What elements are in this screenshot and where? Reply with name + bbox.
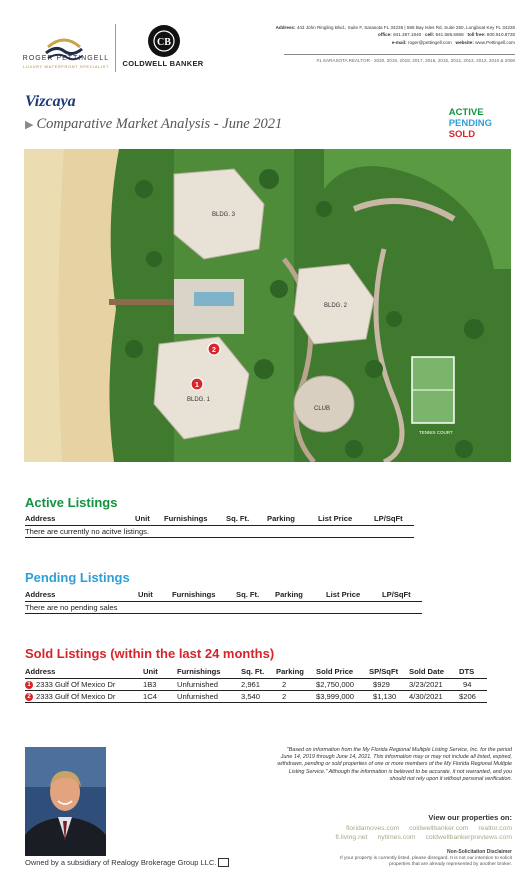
property-links <box>292 824 512 842</box>
map-label-tennis: TENNIS COURT <box>419 430 453 435</box>
cell-sp-sqft: $929 <box>369 679 409 691</box>
pending-table <box>25 590 422 614</box>
col-furnishings: Furnishings <box>172 590 236 602</box>
pool <box>194 292 234 306</box>
address-label: Address: <box>275 25 296 30</box>
col-furnishings: Furnishings <box>177 667 241 679</box>
coldwell-banker-name: COLDWELL BANKER <box>122 59 204 68</box>
active-table <box>25 514 414 538</box>
tollfree-label: toll free: <box>467 32 486 38</box>
sold-table <box>25 667 487 703</box>
cell-sqft: 2,961 <box>241 679 276 691</box>
table-header-row <box>25 590 422 602</box>
nonsolicitation-heading: Non-Solicitation Disclaimer <box>446 849 512 855</box>
col-sold-date: Sold Date <box>409 667 459 679</box>
table-row <box>25 691 487 703</box>
triangle-icon: ▶ <box>25 119 34 131</box>
cell-dts: $206 <box>459 691 487 703</box>
col-sp-sqft: SP/SqFt <box>369 667 409 679</box>
contact-divider <box>284 54 515 55</box>
col-sqft: Sq. Ft. <box>241 667 276 679</box>
link-nytimes[interactable]: nytimes.com <box>377 834 416 841</box>
property-title: Vizcaya <box>25 93 76 110</box>
table-row <box>25 602 422 614</box>
col-unit: Unit <box>138 590 172 602</box>
col-unit: Unit <box>143 667 177 679</box>
col-list-price: List Price <box>318 514 374 526</box>
equal-housing-icon <box>218 858 229 867</box>
mls-disclaimer: "Based on information from the My Florida Regional Multiple Listing Service, Inc. for the period June 14, 2019 through June 14, 2021. This information may or may not include all listed, expired, withdrawn, pending or sold properties of one or more members of the My Florida Regional Multiple Listing Service." Although the information is believed to be accurate, it not warranted, and you should not rely upon it without personal verification. <box>277 747 512 782</box>
cell-unit: 1B3 <box>143 679 177 691</box>
website-link[interactable]: www.Pettingell.com <box>475 39 515 45</box>
view-properties-heading: View our properties on: <box>428 813 512 822</box>
nonsolicitation-text: If your property is currently listed, please disregard. It is not our intention to solicit properties that are already represented by another broker. <box>340 856 512 867</box>
site-plan-map <box>24 149 511 462</box>
cell-sold-price: $2,750,000 <box>316 679 369 691</box>
map-label-bldg3: BLDG. 3 <box>212 212 236 218</box>
map-label-club: CLUB <box>314 406 331 412</box>
table-row <box>25 679 487 691</box>
cell-sqft: 3,540 <box>241 691 276 703</box>
contact-block <box>215 24 515 46</box>
awards-line: #1 SARASOTA REALTOR - 2020, 2019, 2018, 2017, 2016, 2015, 2014, 2013, 2012, 2010 & 2008 <box>316 58 515 63</box>
header-divider <box>115 24 116 72</box>
cell-sold-price: $3,999,000 <box>316 691 369 703</box>
office-phone: 941.387.1840 <box>393 32 422 38</box>
link-floridamoves[interactable]: floridamoves.com <box>346 825 400 832</box>
cell-sp-sqft: $1,130 <box>369 691 409 703</box>
col-dts: DTS <box>459 667 487 679</box>
cell-address-text: 2333 Gulf Of Mexico Dr <box>36 680 116 689</box>
sold-marker-icon: 2 <box>25 693 33 701</box>
col-sold-price: Sold Price <box>316 667 369 679</box>
pending-empty-message: There are no pending sales <box>25 602 422 614</box>
svg-text:CB: CB <box>157 37 171 48</box>
cell-label: cell: <box>425 32 435 38</box>
pool-deck <box>174 279 244 334</box>
website-label: website: <box>455 39 474 45</box>
coldwell-banker-seal-icon <box>147 24 181 58</box>
cell-phone: 941.586.6668 <box>435 32 464 38</box>
cell-furnishings: Unfurnished <box>177 691 241 703</box>
pending-heading: Pending Listings <box>25 570 130 585</box>
sold-heading: Sold Listings (within the last 24 months) <box>25 646 275 661</box>
col-sqft: Sq. Ft. <box>226 514 267 526</box>
cell-furnishings: Unfurnished <box>177 679 241 691</box>
table-row <box>25 526 414 538</box>
cell-address <box>25 691 143 703</box>
col-furnishings: Furnishings <box>164 514 226 526</box>
legend-active: ACTIVE <box>448 107 484 118</box>
brand-name: ROGER PETTINGELL <box>22 55 110 62</box>
link-fl-living[interactable]: fl.living.net <box>335 834 368 841</box>
map-marker-1-label: 1 <box>195 382 199 389</box>
ownership-note <box>25 858 229 868</box>
link-coldwellbanker[interactable]: coldwellbanker.com <box>409 825 469 832</box>
col-address: Address <box>25 514 135 526</box>
cell-unit: 1C4 <box>143 691 177 703</box>
office-address: 443 John Ringling Blvd., Suite F, Sarasota FL 34236 | 595 Bay Isles Rd, Suite 250, Longboat Key FL 34228 <box>296 25 515 30</box>
col-unit: Unit <box>135 514 164 526</box>
cell-dts: 94 <box>459 679 487 691</box>
col-address: Address <box>25 667 143 679</box>
col-parking: Parking <box>276 667 316 679</box>
cell-sold-date: 3/23/2021 <box>409 679 459 691</box>
agent-photo <box>25 747 106 856</box>
map-marker-2-label: 2 <box>212 347 216 354</box>
cell-address-text: 2333 Gulf Of Mexico Dr <box>36 692 116 701</box>
cell-parking: 2 <box>276 691 316 703</box>
report-subtitle <box>25 116 282 133</box>
cell-address <box>25 679 143 691</box>
link-realtor[interactable]: realtor.com <box>478 825 512 832</box>
table-header-row <box>25 667 487 679</box>
link-cbpreviews[interactable]: coldwellbankerpreviews.com <box>425 834 512 841</box>
col-sqft: Sq. Ft. <box>236 590 275 602</box>
brand-tagline: LUXURY WATERFRONT SPECIALIST <box>23 64 109 69</box>
active-empty-message: There are currently no acitve listings. <box>25 526 414 538</box>
legend-sold: SOLD <box>448 129 476 140</box>
sold-marker-icon: 1 <box>25 681 33 689</box>
col-lp-sqft: LP/SqFt <box>382 590 422 602</box>
email-link[interactable]: roger@pettingell.com <box>407 39 452 45</box>
tollfree-phone: 800.910.8728 <box>486 32 515 38</box>
cell-sold-date: 4/30/2021 <box>409 691 459 703</box>
col-address: Address <box>25 590 138 602</box>
email-label: e-mail: <box>391 39 407 45</box>
col-parking: Parking <box>267 514 318 526</box>
table-header-row <box>25 514 414 526</box>
legend-pending: PENDING <box>448 118 492 129</box>
col-parking: Parking <box>275 590 326 602</box>
status-legend <box>449 107 492 140</box>
col-lp-sqft: LP/SqFt <box>374 514 414 526</box>
cell-parking: 2 <box>276 679 316 691</box>
office-label: office: <box>378 32 392 38</box>
map-label-bldg2: BLDG. 2 <box>324 303 348 309</box>
active-heading: Active Listings <box>25 495 118 510</box>
ownership-text: Owned by a subsidiary of Realogy Brokerage Group LLC. <box>25 858 217 867</box>
report-subtitle-text: Comparative Market Analysis - June 2021 <box>36 116 283 132</box>
col-list-price: List Price <box>326 590 382 602</box>
map-label-bldg1: BLDG. 1 <box>187 397 211 403</box>
